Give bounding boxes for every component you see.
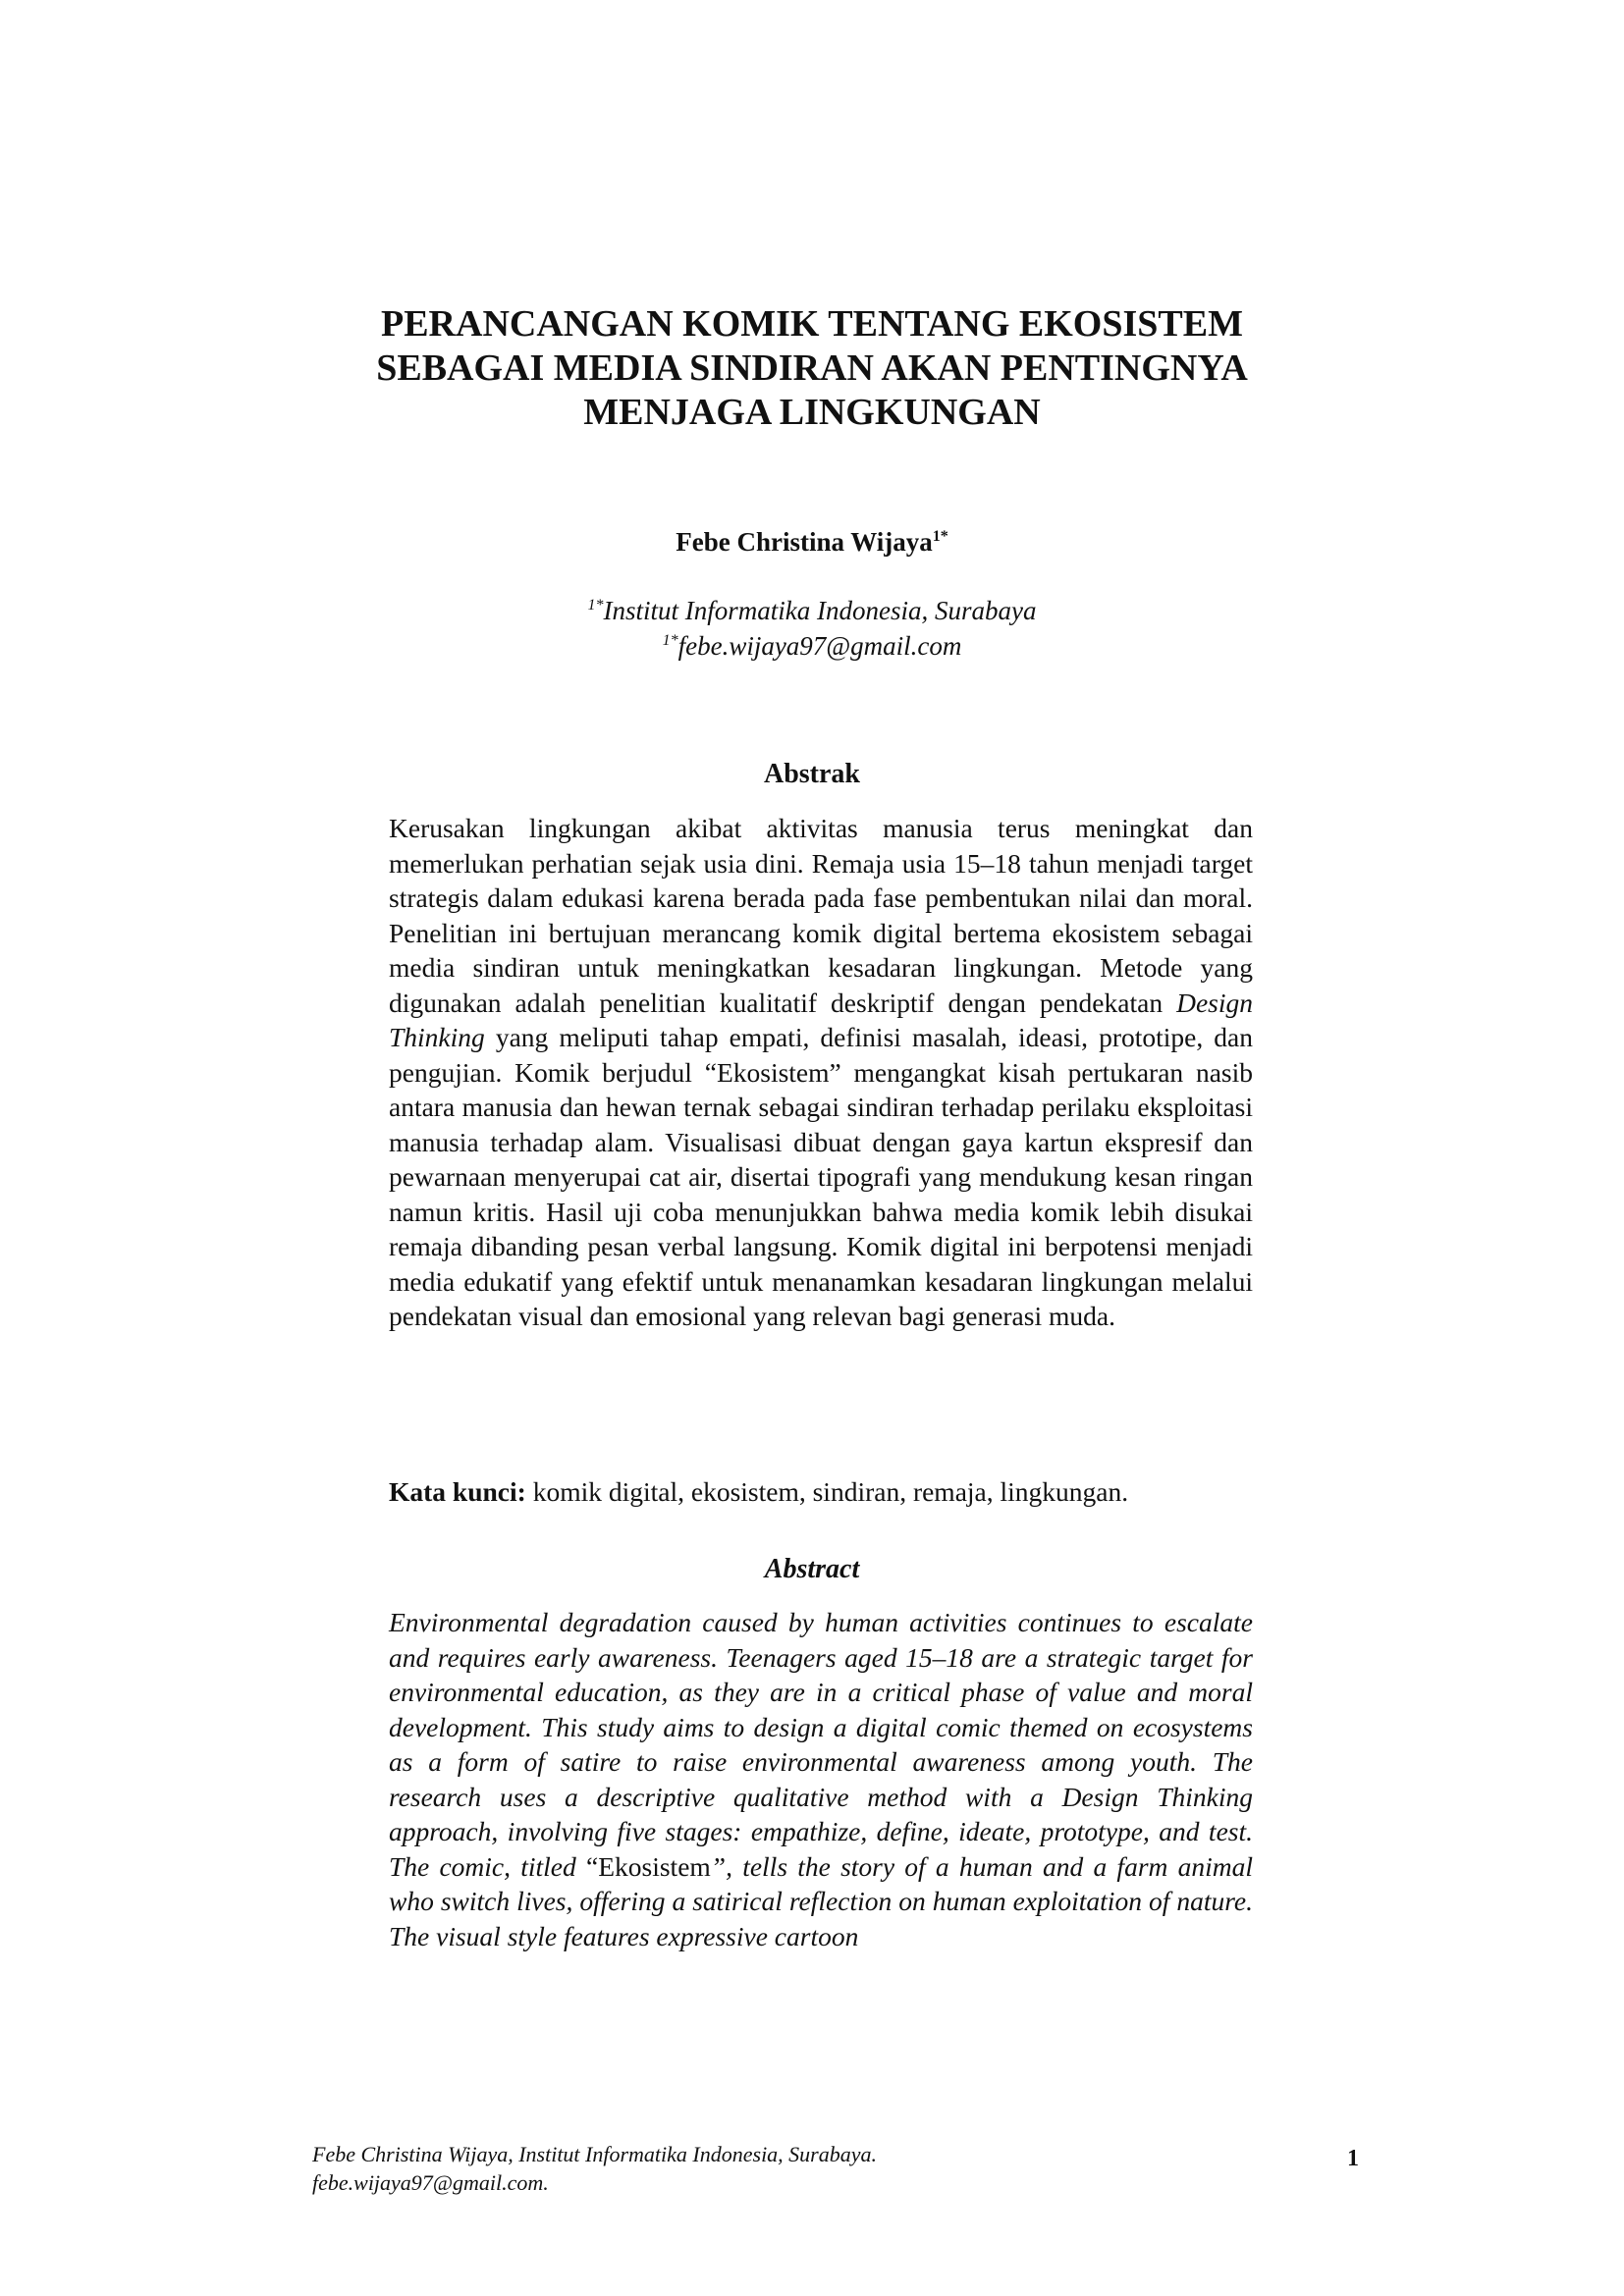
abstract-heading: Abstract — [764, 1554, 860, 1584]
abstrak-heading: Abstrak — [763, 759, 860, 789]
abstract-text-part-2: ”, tells the story of a human and a farm animal who switch lives, offering a satirical reflection on human exploitation of nature. The visual style features expressive cartoon — [389, 1850, 1254, 1951]
page-footer — [312, 2140, 1196, 2197]
title-line-1: PERANCANGAN KOMIK TENTANG EKOSISTEM — [381, 303, 1243, 345]
keywords-text: komik digital, ekosistem, sindiran, remaja, lingkungan. — [525, 1476, 1129, 1507]
abstrak-text-part-2: yang meliputi tahap empati, definisi masalah, ideasi, prototipe, dan pengujian. Komik berjudul “Ekosistem” mengangkat kisah pertukaran nasib antara manusia dan hewan ternak sebagai sindiran terhadap perilaku eksploitasi manusia terhadap alam. Visualisasi dibuat dengan gaya kartun ekspresif dan pewarnaan menyerupai cat air, disertai tipografi yang mendukung kesan ringan namun kritis. Hasil uji coba menunjukkan bahwa media komik lebih disukai remaja dibanding pesan verbal langsung. Komik digital ini berpotensi menjadi media edukatif yang efektif untuk menanamkan kesadaran lingkungan melalui pendekatan visual dan emosional yang relevan bagi generasi muda. — [389, 1022, 1253, 1331]
title-line-2: SEBAGAI MEDIA SINDIRAN AKAN PENTINGNYA — [376, 347, 1248, 389]
email-mark: 1* — [662, 632, 678, 649]
affiliation-block — [245, 593, 1379, 664]
footer-line-1: Febe Christina Wijaya, Institut Informatika Indonesia, Surabaya. — [312, 2142, 878, 2166]
abstract-text-part-1: Environmental degradation caused by human activities continues to escalate and requires early awareness. Teenagers aged 15–18 are a strategic target for environmental education, as they are in a critical phase of value and moral development. This study aims to design a digital comic themed on ecosystems as a form of satire to raise environmental awareness among youth. The research uses a descriptive qualitative method with a Design Thinking approach, involving five stages: empathize, define, ideate, prototype, and test. The comic, titled — [389, 1607, 1253, 1882]
abstrak-text-part-1: Kerusakan lingkungan akibat aktivitas manusia terus meningkat dan memerlukan perhatian sejak usia dini. Remaja usia 15–18 tahun menjadi target strategis dalam edukasi karena berada pada fase pembentukan nilai dan moral. Penelitian ini bertujuan merancang komik digital bertema ekosistem sebagai media sindiran untuk meningkatkan kesadaran lingkungan. Metode yang digunakan adalah penelitian kualitatif deskriptif dengan pendekatan — [389, 813, 1253, 1018]
keywords-label: Kata kunci: — [389, 1476, 526, 1507]
keywords — [389, 1474, 1253, 1509]
abstrak-italic-term: Design Thinking — [389, 987, 1253, 1052]
author — [245, 526, 1379, 558]
abstract-upright-term: “Ekosistem — [586, 1850, 711, 1882]
footer-line-2: febe.wijaya97@gmail.com. — [312, 2170, 549, 2195]
paper-title — [245, 302, 1379, 435]
affiliation-email: febe.wijaya97@gmail.com — [677, 631, 962, 661]
affiliation-institution: Institut Informatika Indonesia, Surabaya — [603, 596, 1037, 625]
affiliation-mark: 1* — [587, 597, 604, 614]
affiliation-line — [245, 593, 1379, 628]
abstrak-paragraph — [389, 811, 1253, 1334]
abstract-paragraph — [389, 1605, 1253, 1953]
author-name: Febe Christina Wijaya — [676, 527, 933, 557]
page-number: 1 — [1347, 2146, 1359, 2171]
affiliation-email-line — [245, 628, 1379, 664]
author-mark: 1* — [932, 528, 948, 545]
title-line-3: MENJAGA LINGKUNGAN — [583, 392, 1041, 433]
